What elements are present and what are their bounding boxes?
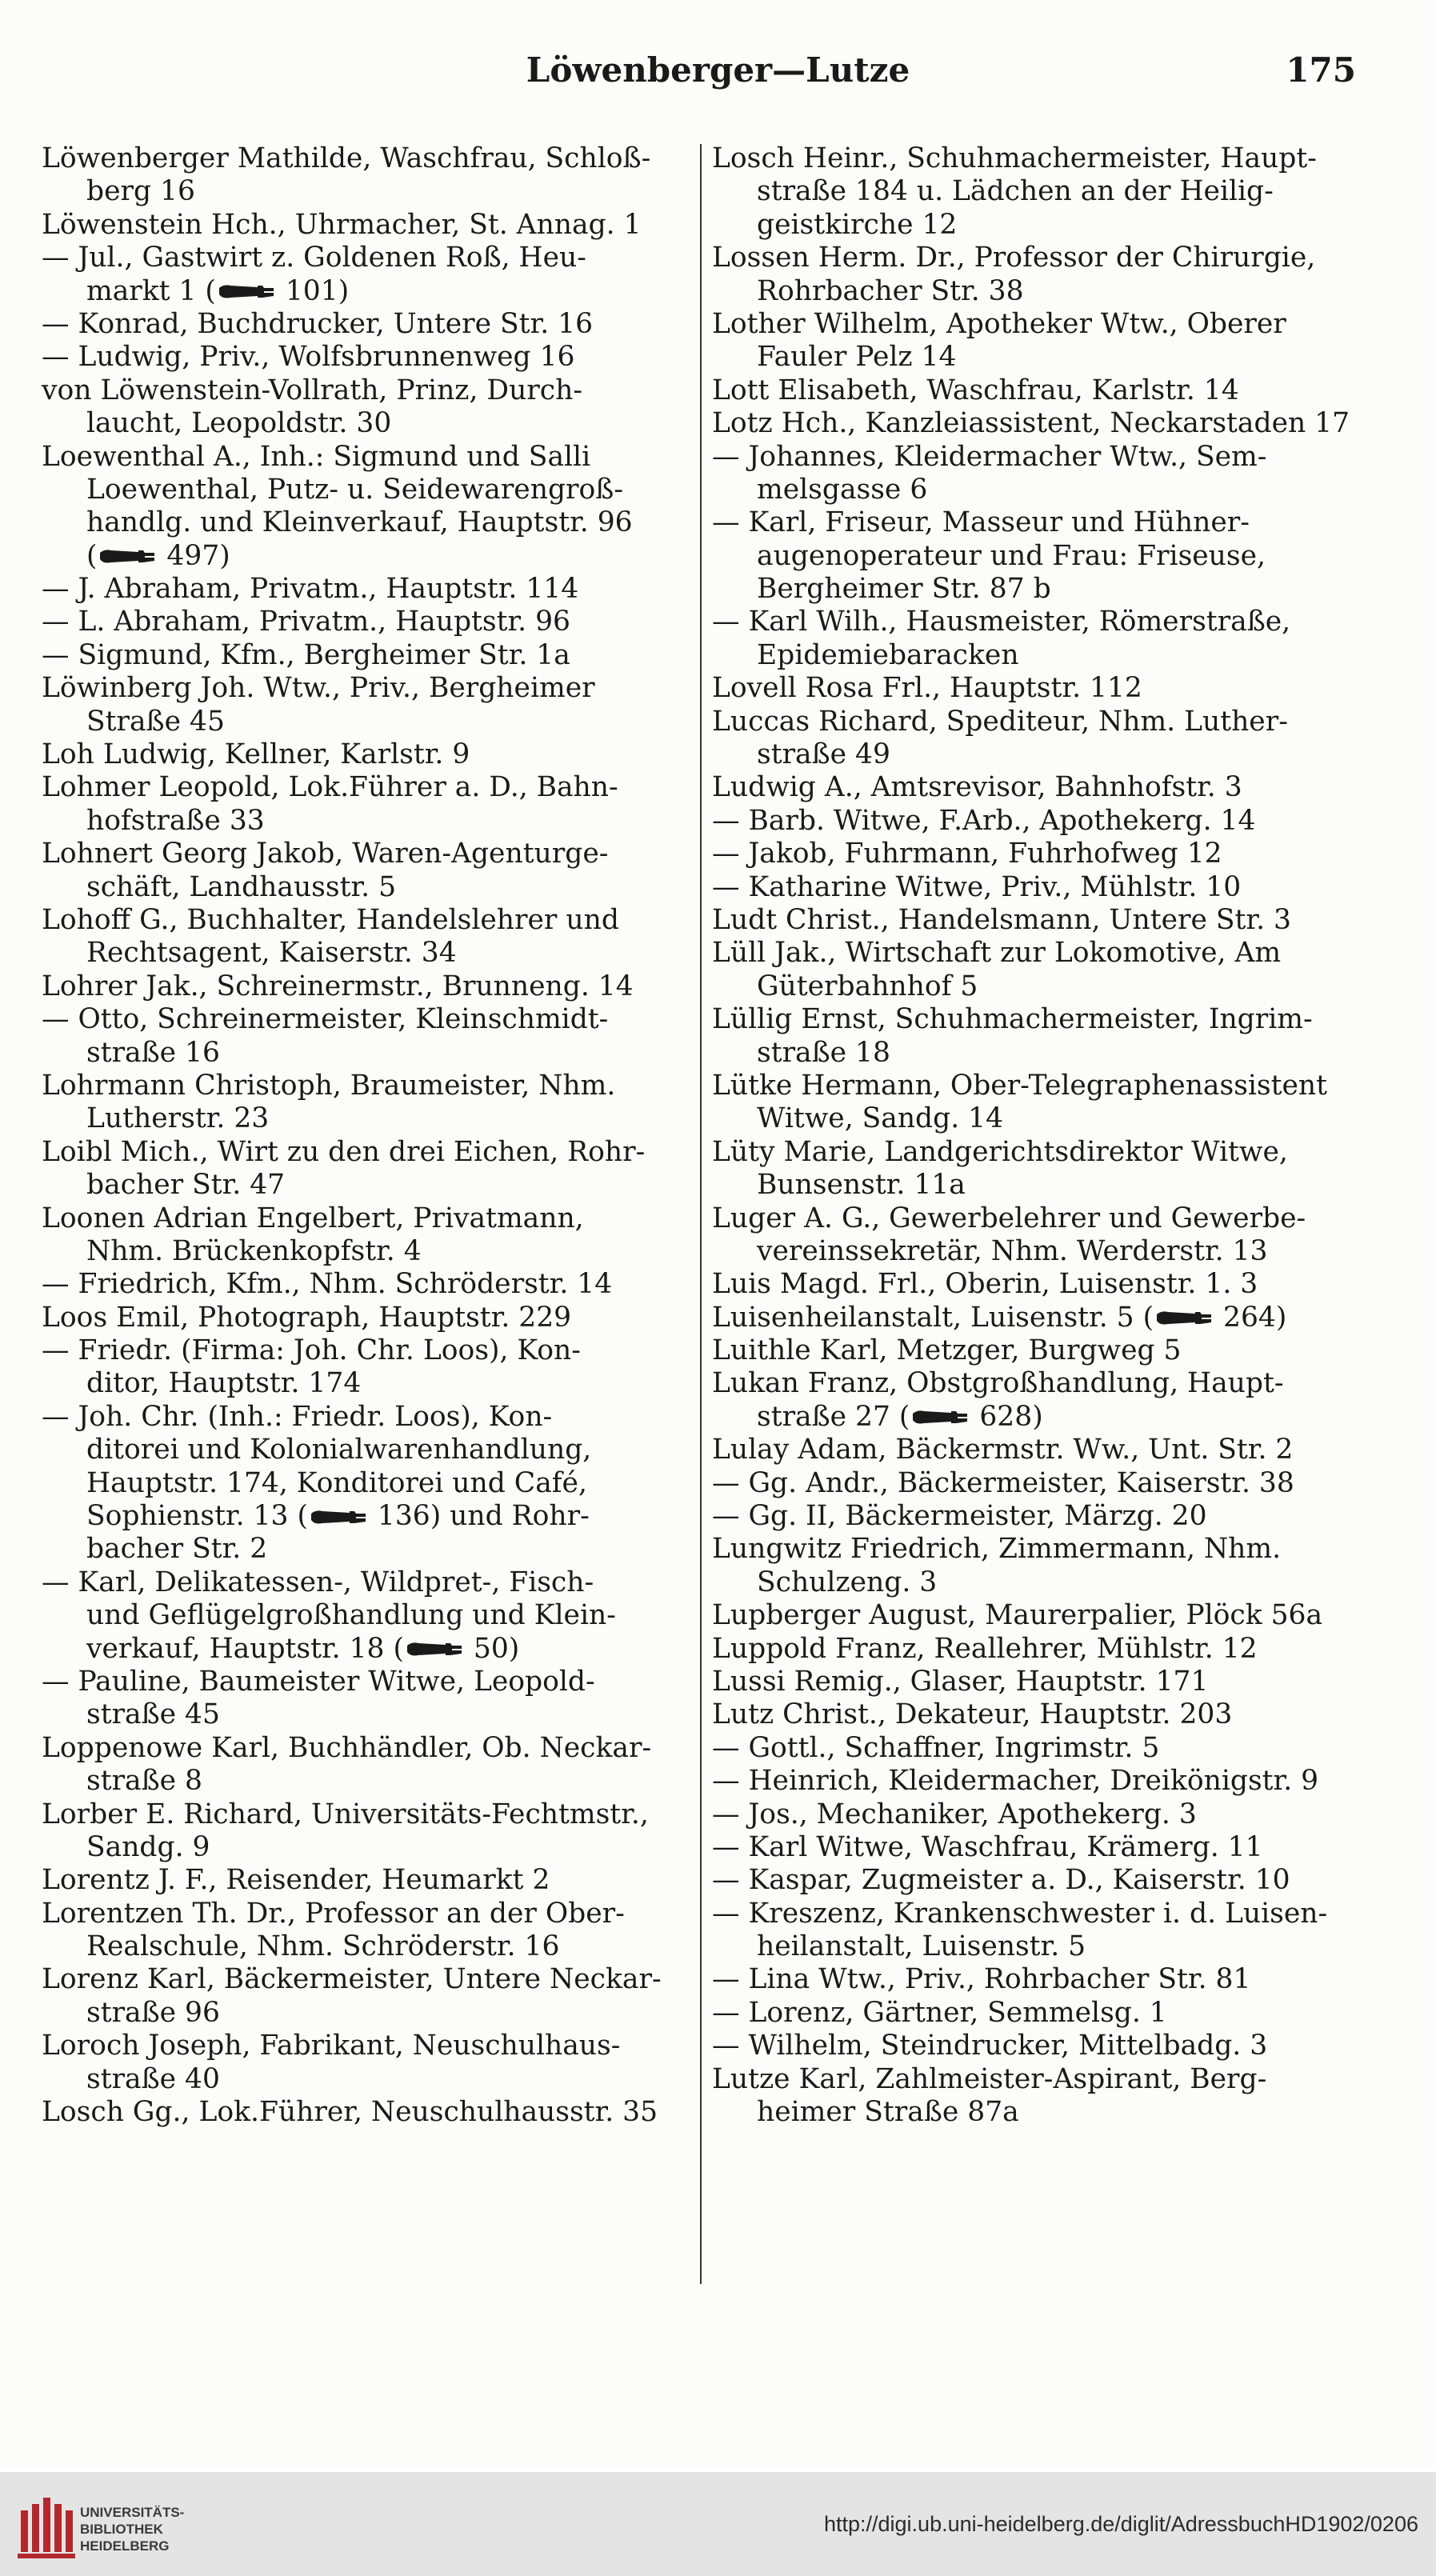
entry-line: — Pauline, Baumeister Witwe, Leopold- — [42, 1665, 595, 1698]
entry-line: Lott Elisabeth, Waschfrau, Karlstr. 14 — [712, 374, 1239, 406]
entry-continuation-line: heilanstalt, Luisenstr. 5 — [757, 1930, 1086, 1963]
entry-continuation-line: Rechtsagent, Kaiserstr. 34 — [86, 937, 457, 970]
entry-continuation-line: Loewenthal, Putz- u. Seidewarengroß- — [86, 473, 623, 506]
library-name — [80, 2504, 184, 2554]
entry-line: — Karl, Delikatessen-, Wildpret-, Fisch- — [42, 1566, 594, 1598]
directory-entry — [712, 142, 1358, 242]
entry-line: — Lina Wtw., Priv., Rohrbacher Str. 81 — [712, 1963, 1251, 1996]
entry-continuation-line: Rohrbacher Str. 38 — [757, 274, 1024, 307]
directory-entry — [712, 1367, 1358, 1434]
entry-line: Lotz Hch., Kanzleiassistent, Neckarstaden 17 — [712, 407, 1350, 440]
directory-entry — [712, 937, 1358, 1003]
entry-line: — Friedr. (Firma: Joh. Chr. Loos), Kon- — [42, 1334, 581, 1367]
entry-line: Lutz Christ., Dekateur, Hauptstr. 203 — [712, 1698, 1233, 1731]
entry-continuation-line: melsgasse 6 — [757, 473, 928, 506]
directory-entry — [712, 2030, 1358, 2062]
entry-line: — Karl Wilh., Hausmeister, Römerstraße, — [712, 606, 1291, 638]
entry-continuation-line: Lutherstr. 23 — [86, 1102, 270, 1135]
entry-line: Löwenstein Hch., Uhrmacher, St. Annag. 1 — [42, 208, 642, 241]
entry-continuation-line: berg 16 — [86, 175, 195, 208]
entry-line: Loroch Joseph, Fabrikant, Neuschulhaus- — [42, 2030, 621, 2062]
entry-line: — Karl, Friseur, Masseur und Hühner- — [712, 506, 1250, 539]
entry-line: Lüll Jak., Wirtschaft zur Lokomotive, Am — [712, 937, 1282, 970]
entry-line: Lussi Remig., Glaser, Hauptstr. 171 — [712, 1665, 1209, 1698]
entry-line: Lütke Hermann, Ober-Telegraphenassistent — [712, 1069, 1328, 1102]
entry-line: Lovell Rosa Frl., Hauptstr. 112 — [712, 672, 1142, 705]
entry-line: — Gg. Andr., Bäckermeister, Kaiserstr. 38 — [712, 1466, 1294, 1499]
entry-line: Lüllig Ernst, Schuhmachermeister, Ingrim- — [712, 1003, 1313, 1036]
footer-bar — [0, 2472, 1436, 2576]
entry-line: Loppenowe Karl, Buchhändler, Ob. Neckar- — [42, 1731, 652, 1764]
entry-line: Lohnert Georg Jakob, Waren-Agenturge- — [42, 838, 609, 870]
running-head: Löwenberger—Lutze — [526, 50, 910, 90]
pointing-hand-icon — [406, 1639, 463, 1660]
entry-line: Löwenberger Mathilde, Waschfrau, Schloß- — [42, 142, 651, 174]
entry-line: — Karl Witwe, Waschfrau, Krämerg. 11 — [712, 1830, 1263, 1863]
directory-entry — [42, 1070, 688, 1136]
entry-line: Ludwig A., Amtsrevisor, Bahnhofstr. 3 — [712, 771, 1242, 804]
directory-entry — [712, 805, 1358, 838]
directory-entry — [712, 374, 1358, 407]
column-divider — [700, 144, 702, 2284]
directory-entry — [712, 706, 1358, 772]
entry-continuation-line: ditor, Hauptstr. 174 — [86, 1367, 362, 1400]
entry-line: — Jul., Gastwirt z. Goldenen Roß, Heu- — [42, 242, 586, 274]
directory-entry — [712, 1898, 1358, 1964]
entry-continuation-line: heimer Straße 87a — [757, 2096, 1019, 2129]
directory-entry — [712, 1003, 1358, 1070]
directory-entry — [42, 1302, 688, 1334]
entry-line: — Otto, Schreinermeister, Kleinschmidt- — [42, 1003, 609, 1036]
entry-line: Lungwitz Friedrich, Zimmermann, Nhm. — [712, 1533, 1282, 1566]
entry-line: Lorenz Karl, Bäckermeister, Untere Neckar- — [42, 1963, 662, 1996]
entry-continuation-line: und Geflügelgroßhandlung und Klein- — [86, 1599, 616, 1632]
entry-continuation-line: geistkirche 12 — [757, 208, 958, 241]
entry-continuation-line: Fauler Pelz 14 — [757, 341, 957, 374]
directory-entry — [42, 441, 688, 574]
entry-continuation-line: Nhm. Brückenkopfstr. 4 — [86, 1234, 422, 1267]
left-column — [42, 142, 688, 2129]
directory-entry — [712, 1765, 1358, 1798]
directory-entry — [712, 1202, 1358, 1269]
directory-entry — [712, 1070, 1358, 1136]
directory-entry — [712, 1997, 1358, 2030]
directory-entry — [712, 1136, 1358, 1202]
directory-entry — [42, 242, 688, 308]
pointing-hand-icon — [911, 1407, 969, 1428]
entry-continuation-line: markt 1 ( 101) — [86, 274, 350, 307]
directory-entry — [42, 1202, 688, 1269]
directory-entry — [42, 672, 688, 738]
entry-continuation-line: Witwe, Sandg. 14 — [757, 1102, 1004, 1135]
entry-line: von Löwenstein-Vollrath, Prinz, Durch- — [42, 374, 582, 406]
pointing-hand-icon — [1155, 1308, 1213, 1329]
directory-entry — [712, 407, 1358, 440]
entry-line: — L. Abraham, Privatm., Hauptstr. 96 — [42, 606, 571, 638]
directory-entry — [712, 771, 1358, 804]
directory-entry — [712, 1732, 1358, 1765]
entry-line: — Jakob, Fuhrmann, Fuhrhofweg 12 — [712, 838, 1222, 870]
entry-continuation-line: Realschule, Nhm. Schröderstr. 16 — [86, 1930, 560, 1963]
directory-entry — [712, 1633, 1358, 1666]
directory-entry — [712, 1467, 1358, 1500]
directory-entry — [712, 904, 1358, 937]
entry-continuation-line: handlg. und Kleinverkauf, Hauptstr. 96 — [86, 506, 633, 539]
entry-continuation-line: augenoperateur und Frau: Friseuse, — [757, 539, 1266, 572]
entry-line: Lohoff G., Buchhalter, Handelslehrer und — [42, 903, 619, 936]
directory-entry — [42, 1566, 688, 1666]
entry-continuation-line: Sophienstr. 13 ( 136) und Rohr- — [86, 1500, 590, 1533]
right-column — [712, 142, 1358, 2129]
directory-entry — [712, 1963, 1358, 1996]
entry-line: Luisenheilanstalt, Luisenstr. 5 ( 264) — [712, 1301, 1287, 1334]
directory-entry — [42, 1798, 688, 1865]
entry-continuation-line: Schulzeng. 3 — [757, 1566, 938, 1598]
entry-line: Lorentz J. F., Reisender, Heumarkt 2 — [42, 1864, 550, 1897]
library-name-line: BIBLIOTHEK — [80, 2522, 163, 2537]
directory-entry — [42, 1003, 688, 1070]
entry-line: Loibl Mich., Wirt zu den drei Eichen, Rohr- — [42, 1135, 646, 1168]
entry-line: — J. Abraham, Privatm., Hauptstr. 114 — [42, 573, 579, 606]
entry-continuation-line: Bunsenstr. 11a — [757, 1169, 966, 1202]
directory-entry — [42, 606, 688, 638]
entry-continuation-line: straße 16 — [86, 1036, 220, 1069]
directory-entry — [42, 1334, 688, 1401]
entry-continuation-line: Güterbahnhof 5 — [757, 970, 978, 1002]
entry-continuation-line: hofstraße 33 — [86, 804, 265, 837]
directory-entry — [42, 1898, 688, 1964]
entry-line: Ludt Christ., Handelsmann, Untere Str. 3 — [712, 903, 1291, 936]
directory-entry — [712, 441, 1358, 507]
entry-line: Luppold Franz, Reallehrer, Mühlstr. 12 — [712, 1632, 1258, 1665]
directory-entry — [712, 1434, 1358, 1466]
entry-continuation-line: Sandg. 9 — [86, 1830, 210, 1863]
entry-line: Losch Gg., Lok.Führer, Neuschulhausstr. 35 — [42, 2096, 658, 2129]
entry-line: Lukan Franz, Obstgroßhandlung, Haupt- — [712, 1367, 1284, 1400]
directory-entry — [42, 1666, 688, 1732]
entry-continuation-line: Epidemiebaracken — [757, 638, 1019, 671]
directory-entry — [712, 1864, 1358, 1897]
university-library-logo-icon — [16, 2486, 77, 2563]
page-header — [0, 44, 1436, 100]
entry-line: Lupberger August, Maurerpalier, Plöck 56a — [712, 1599, 1323, 1632]
entry-continuation-line: schäft, Landhausstr. 5 — [86, 870, 397, 903]
directory-entry — [42, 374, 688, 441]
entry-line: Losch Heinr., Schuhmachermeister, Haupt- — [712, 142, 1317, 174]
source-url-link[interactable]: http://digi.ub.uni-heidelberg.de/diglit/AdressbuchHD1902/0206 — [823, 2512, 1418, 2536]
directory-entry — [712, 838, 1358, 870]
directory-entry — [712, 1500, 1358, 1533]
directory-entry — [712, 1533, 1358, 1599]
entry-line: Loh Ludwig, Kellner, Karlstr. 9 — [42, 738, 470, 771]
pointing-hand-icon — [98, 546, 156, 567]
entry-continuation-line: straße 40 — [86, 2062, 220, 2095]
directory-entry — [712, 1599, 1358, 1632]
entry-line: Luis Magd. Frl., Oberin, Luisenstr. 1. 3 — [712, 1268, 1258, 1301]
directory-entry — [712, 871, 1358, 904]
entry-continuation-line: bacher Str. 47 — [86, 1169, 286, 1202]
directory-entry — [42, 573, 688, 606]
entry-line: — Gottl., Schaffner, Ingrimstr. 5 — [712, 1731, 1160, 1764]
library-name-line: UNIVERSITÄTS- — [80, 2505, 185, 2520]
entry-line: Lother Wilhelm, Apotheker Wtw., Oberer — [712, 307, 1286, 340]
entry-line: — Katharine Witwe, Priv., Mühlstr. 10 — [712, 870, 1242, 903]
entry-line: — Barb. Witwe, F.Arb., Apothekerg. 14 — [712, 804, 1256, 837]
directory-entry — [712, 506, 1358, 606]
directory-entry — [712, 242, 1358, 308]
entry-line: Loos Emil, Photograph, Hauptstr. 229 — [42, 1301, 572, 1334]
directory-entry — [42, 341, 688, 374]
directory-entry — [712, 308, 1358, 374]
directory-entry — [42, 209, 688, 242]
entry-line: Lossen Herm. Dr., Professor der Chirurgie, — [712, 242, 1316, 274]
entry-line: Loewenthal A., Inh.: Sigmund und Salli — [42, 440, 591, 473]
entry-line: — Jos., Mechaniker, Apothekerg. 3 — [712, 1798, 1197, 1830]
directory-entry — [42, 639, 688, 672]
entry-line: Lohrer Jak., Schreinermstr., Brunneng. 14 — [42, 970, 634, 1002]
entry-continuation-line: ditorei und Kolonialwarenhandlung, — [86, 1434, 592, 1466]
entry-continuation-line: straße 18 — [757, 1036, 890, 1069]
entry-continuation-line: Bergheimer Str. 87 b — [757, 573, 1051, 606]
directory-entry — [712, 606, 1358, 672]
directory-entry — [42, 2030, 688, 2096]
directory-entry — [712, 1831, 1358, 1864]
entry-line: Lulay Adam, Bäckermstr. Ww., Unt. Str. 2 — [712, 1434, 1294, 1466]
entry-line: Luithle Karl, Metzger, Burgweg 5 — [712, 1334, 1182, 1367]
entry-line: Lutze Karl, Zahlmeister-Aspirant, Berg- — [712, 2062, 1267, 2095]
entry-continuation-line: bacher Str. 2 — [86, 1533, 268, 1566]
entry-line: — Friedrich, Kfm., Nhm. Schröderstr. 14 — [42, 1268, 613, 1301]
directory-entry — [42, 308, 688, 341]
entry-continuation-line: laucht, Leopoldstr. 30 — [86, 407, 392, 440]
directory-entry — [42, 2096, 688, 2129]
directory-entry — [712, 2063, 1358, 2130]
entry-line: — Ludwig, Priv., Wolfsbrunnenweg 16 — [42, 341, 575, 374]
entry-continuation-line: straße 49 — [757, 738, 890, 771]
pointing-hand-icon — [218, 282, 275, 302]
entry-line: — Wilhelm, Steindrucker, Mittelbadg. 3 — [712, 2030, 1268, 2062]
entry-line: Lüty Marie, Landgerichtsdirektor Witwe, — [712, 1135, 1288, 1168]
directory-entry — [42, 1401, 688, 1566]
entry-continuation-line: straße 184 u. Lädchen an der Heilig- — [757, 175, 1274, 208]
entry-line: — Johannes, Kleidermacher Wtw., Sem- — [712, 440, 1267, 473]
directory-entry — [42, 1268, 688, 1301]
entry-line: — Lorenz, Gärtner, Semmelsg. 1 — [712, 1996, 1167, 2029]
entry-line: Loonen Adrian Engelbert, Privatmann, — [42, 1202, 584, 1234]
entry-line: Luccas Richard, Spediteur, Nhm. Luther- — [712, 705, 1288, 738]
directory-entry — [42, 1963, 688, 2030]
entry-continuation-line: Hauptstr. 174, Konditorei und Café, — [86, 1466, 587, 1499]
entry-line: — Kaspar, Zugmeister a. D., Kaiserstr. 10 — [712, 1864, 1290, 1897]
directory-entry — [42, 738, 688, 771]
directory-entry — [42, 142, 688, 209]
entry-line: — Joh. Chr. (Inh.: Friedr. Loos), Kon- — [42, 1400, 553, 1433]
entry-line: Lorber E. Richard, Universitäts-Fechtmstr., — [42, 1798, 649, 1830]
library-name-line: HEIDELBERG — [80, 2538, 170, 2554]
entry-continuation-line: vereinssekretär, Nhm. Werderstr. 13 — [757, 1234, 1268, 1267]
entry-continuation-line: Straße 45 — [86, 705, 225, 738]
directory-entry — [42, 838, 688, 904]
page-number: 175 — [1286, 50, 1356, 90]
entry-continuation-line: straße 45 — [86, 1698, 220, 1731]
entry-line: Lohrmann Christoph, Braumeister, Nhm. — [42, 1069, 616, 1102]
directory-entry — [42, 1732, 688, 1798]
directory-entry — [42, 1864, 688, 1897]
entry-line: Luger A. G., Gewerbelehrer und Gewerbe- — [712, 1202, 1306, 1234]
directory-entry — [712, 1666, 1358, 1698]
entry-continuation-line: straße 8 — [86, 1765, 203, 1798]
entry-continuation-line: straße 96 — [86, 1996, 220, 2029]
entry-line: — Kreszenz, Krankenschwester i. d. Luisen- — [712, 1897, 1328, 1930]
entry-line: — Sigmund, Kfm., Bergheimer Str. 1a — [42, 638, 570, 671]
directory-entry — [712, 1302, 1358, 1334]
entry-continuation-line: straße 27 ( 628) — [757, 1400, 1043, 1433]
pointing-hand-icon — [310, 1507, 367, 1528]
entry-line: — Gg. II, Bäckermeister, Märzg. 20 — [712, 1500, 1207, 1533]
entry-line: — Konrad, Buchdrucker, Untere Str. 16 — [42, 307, 594, 340]
entry-continuation-line: verkauf, Hauptstr. 18 ( 50) — [86, 1632, 520, 1665]
entry-line: Löwinberg Joh. Wtw., Priv., Bergheimer — [42, 672, 595, 705]
entry-line: Lohmer Leopold, Lok.Führer a. D., Bahn- — [42, 771, 618, 804]
entry-line: Lorentzen Th. Dr., Professor an der Ober- — [42, 1897, 625, 1930]
directory-entry — [42, 771, 688, 838]
directory-entry — [712, 1698, 1358, 1731]
directory-entry — [712, 1268, 1358, 1301]
directory-entry — [712, 672, 1358, 705]
directory-entry — [712, 1798, 1358, 1831]
directory-entry — [42, 1136, 688, 1202]
directory-entry — [42, 904, 688, 970]
directory-entry — [712, 1334, 1358, 1367]
entry-continuation-line: ( 497) — [86, 539, 230, 572]
entry-line: — Heinrich, Kleidermacher, Dreikönigstr. 9 — [712, 1765, 1319, 1798]
directory-entry — [42, 970, 688, 1003]
